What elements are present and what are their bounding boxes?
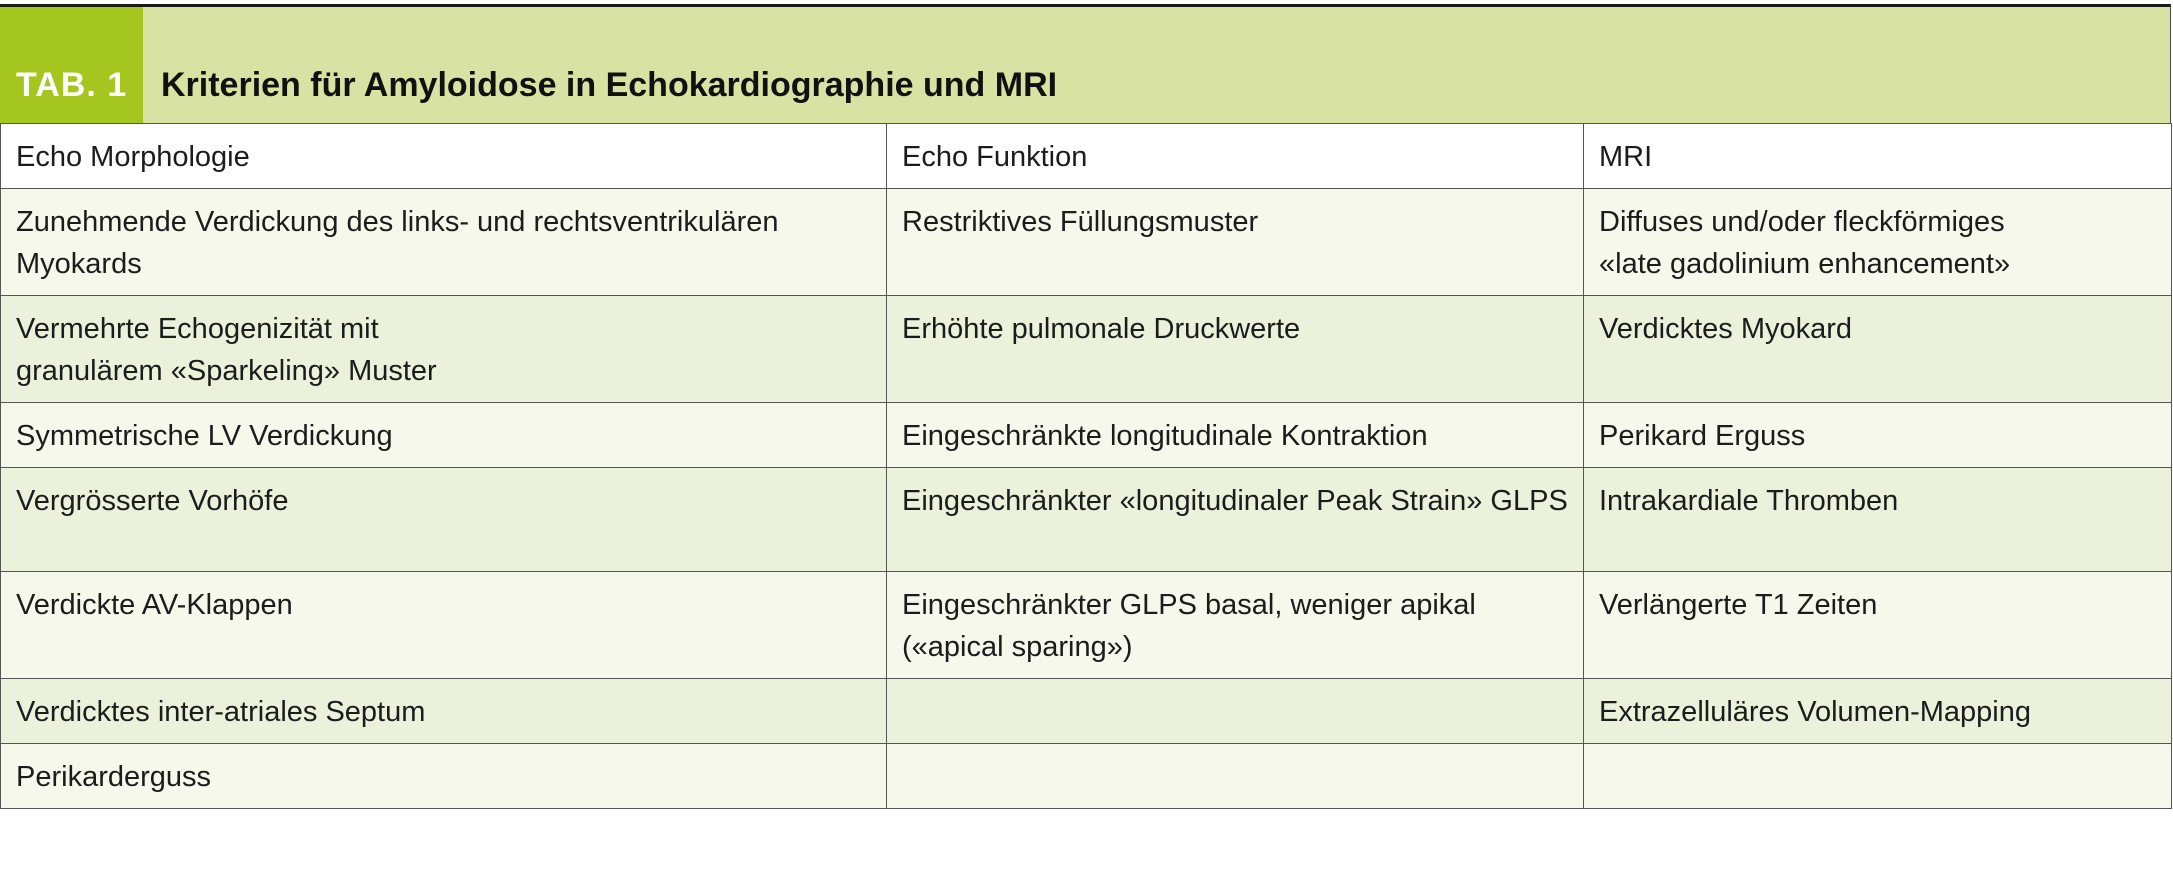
table-row bbox=[1, 403, 2172, 468]
table-cell: Erhöhte pulmonale Druckwerte bbox=[887, 296, 1584, 403]
table-cell: Symmetrische LV Verdickung bbox=[1, 403, 887, 468]
table-row bbox=[1, 296, 2172, 403]
table-cell: Vermehrte Echogenizität mit granulärem «Sparkeling» Muster bbox=[1, 296, 887, 403]
table-row bbox=[1, 189, 2172, 296]
table-cell: Eingeschränkter GLPS basal, weniger apikal («apical sparing») bbox=[887, 572, 1584, 679]
table-cell: Eingeschränkte longitudinale Kontraktion bbox=[887, 403, 1584, 468]
table-cell: Diffuses und/oder fleckförmiges «late gadolinium enhancement» bbox=[1584, 189, 2172, 296]
criteria-table bbox=[0, 4, 2171, 809]
table-cell: Verdickte AV-Klappen bbox=[1, 572, 887, 679]
table-number-badge: TAB. 1 bbox=[0, 7, 143, 123]
table-row bbox=[1, 468, 2172, 572]
table-cell: Vergrösserte Vorhöfe bbox=[1, 468, 887, 572]
table-cell: Eingeschränkter «longitudinaler Peak Strain» GLPS bbox=[887, 468, 1584, 572]
table-cell: Intrakardiale Thromben bbox=[1584, 468, 2172, 572]
table-row bbox=[1, 572, 2172, 679]
header-mri: MRI bbox=[1584, 124, 2172, 189]
table-cell bbox=[1584, 744, 2172, 809]
table-row bbox=[1, 744, 2172, 809]
table-cell: Perikarderguss bbox=[1, 744, 887, 809]
header-echo-funktion: Echo Funktion bbox=[887, 124, 1584, 189]
table-title: Kriterien für Amyloidose in Echokardiographie und MRI bbox=[161, 66, 1058, 104]
table-cell: Verdicktes Myokard bbox=[1584, 296, 2172, 403]
table-cell: Restriktives Füllungsmuster bbox=[887, 189, 1584, 296]
criteria-grid bbox=[0, 123, 2172, 809]
table-title-bar bbox=[0, 4, 2171, 123]
table-cell: Verlängerte T1 Zeiten bbox=[1584, 572, 2172, 679]
table-cell: Extrazelluläres Volumen-Mapping bbox=[1584, 679, 2172, 744]
header-row bbox=[1, 124, 2172, 189]
table-cell bbox=[887, 744, 1584, 809]
table-cell: Verdicktes inter-atriales Septum bbox=[1, 679, 887, 744]
header-echo-morphologie: Echo Morphologie bbox=[1, 124, 887, 189]
table-cell bbox=[887, 679, 1584, 744]
table-cell: Zunehmende Verdickung des links- und rechtsventrikulären Myokards bbox=[1, 189, 887, 296]
table-row bbox=[1, 679, 2172, 744]
table-cell: Perikard Erguss bbox=[1584, 403, 2172, 468]
